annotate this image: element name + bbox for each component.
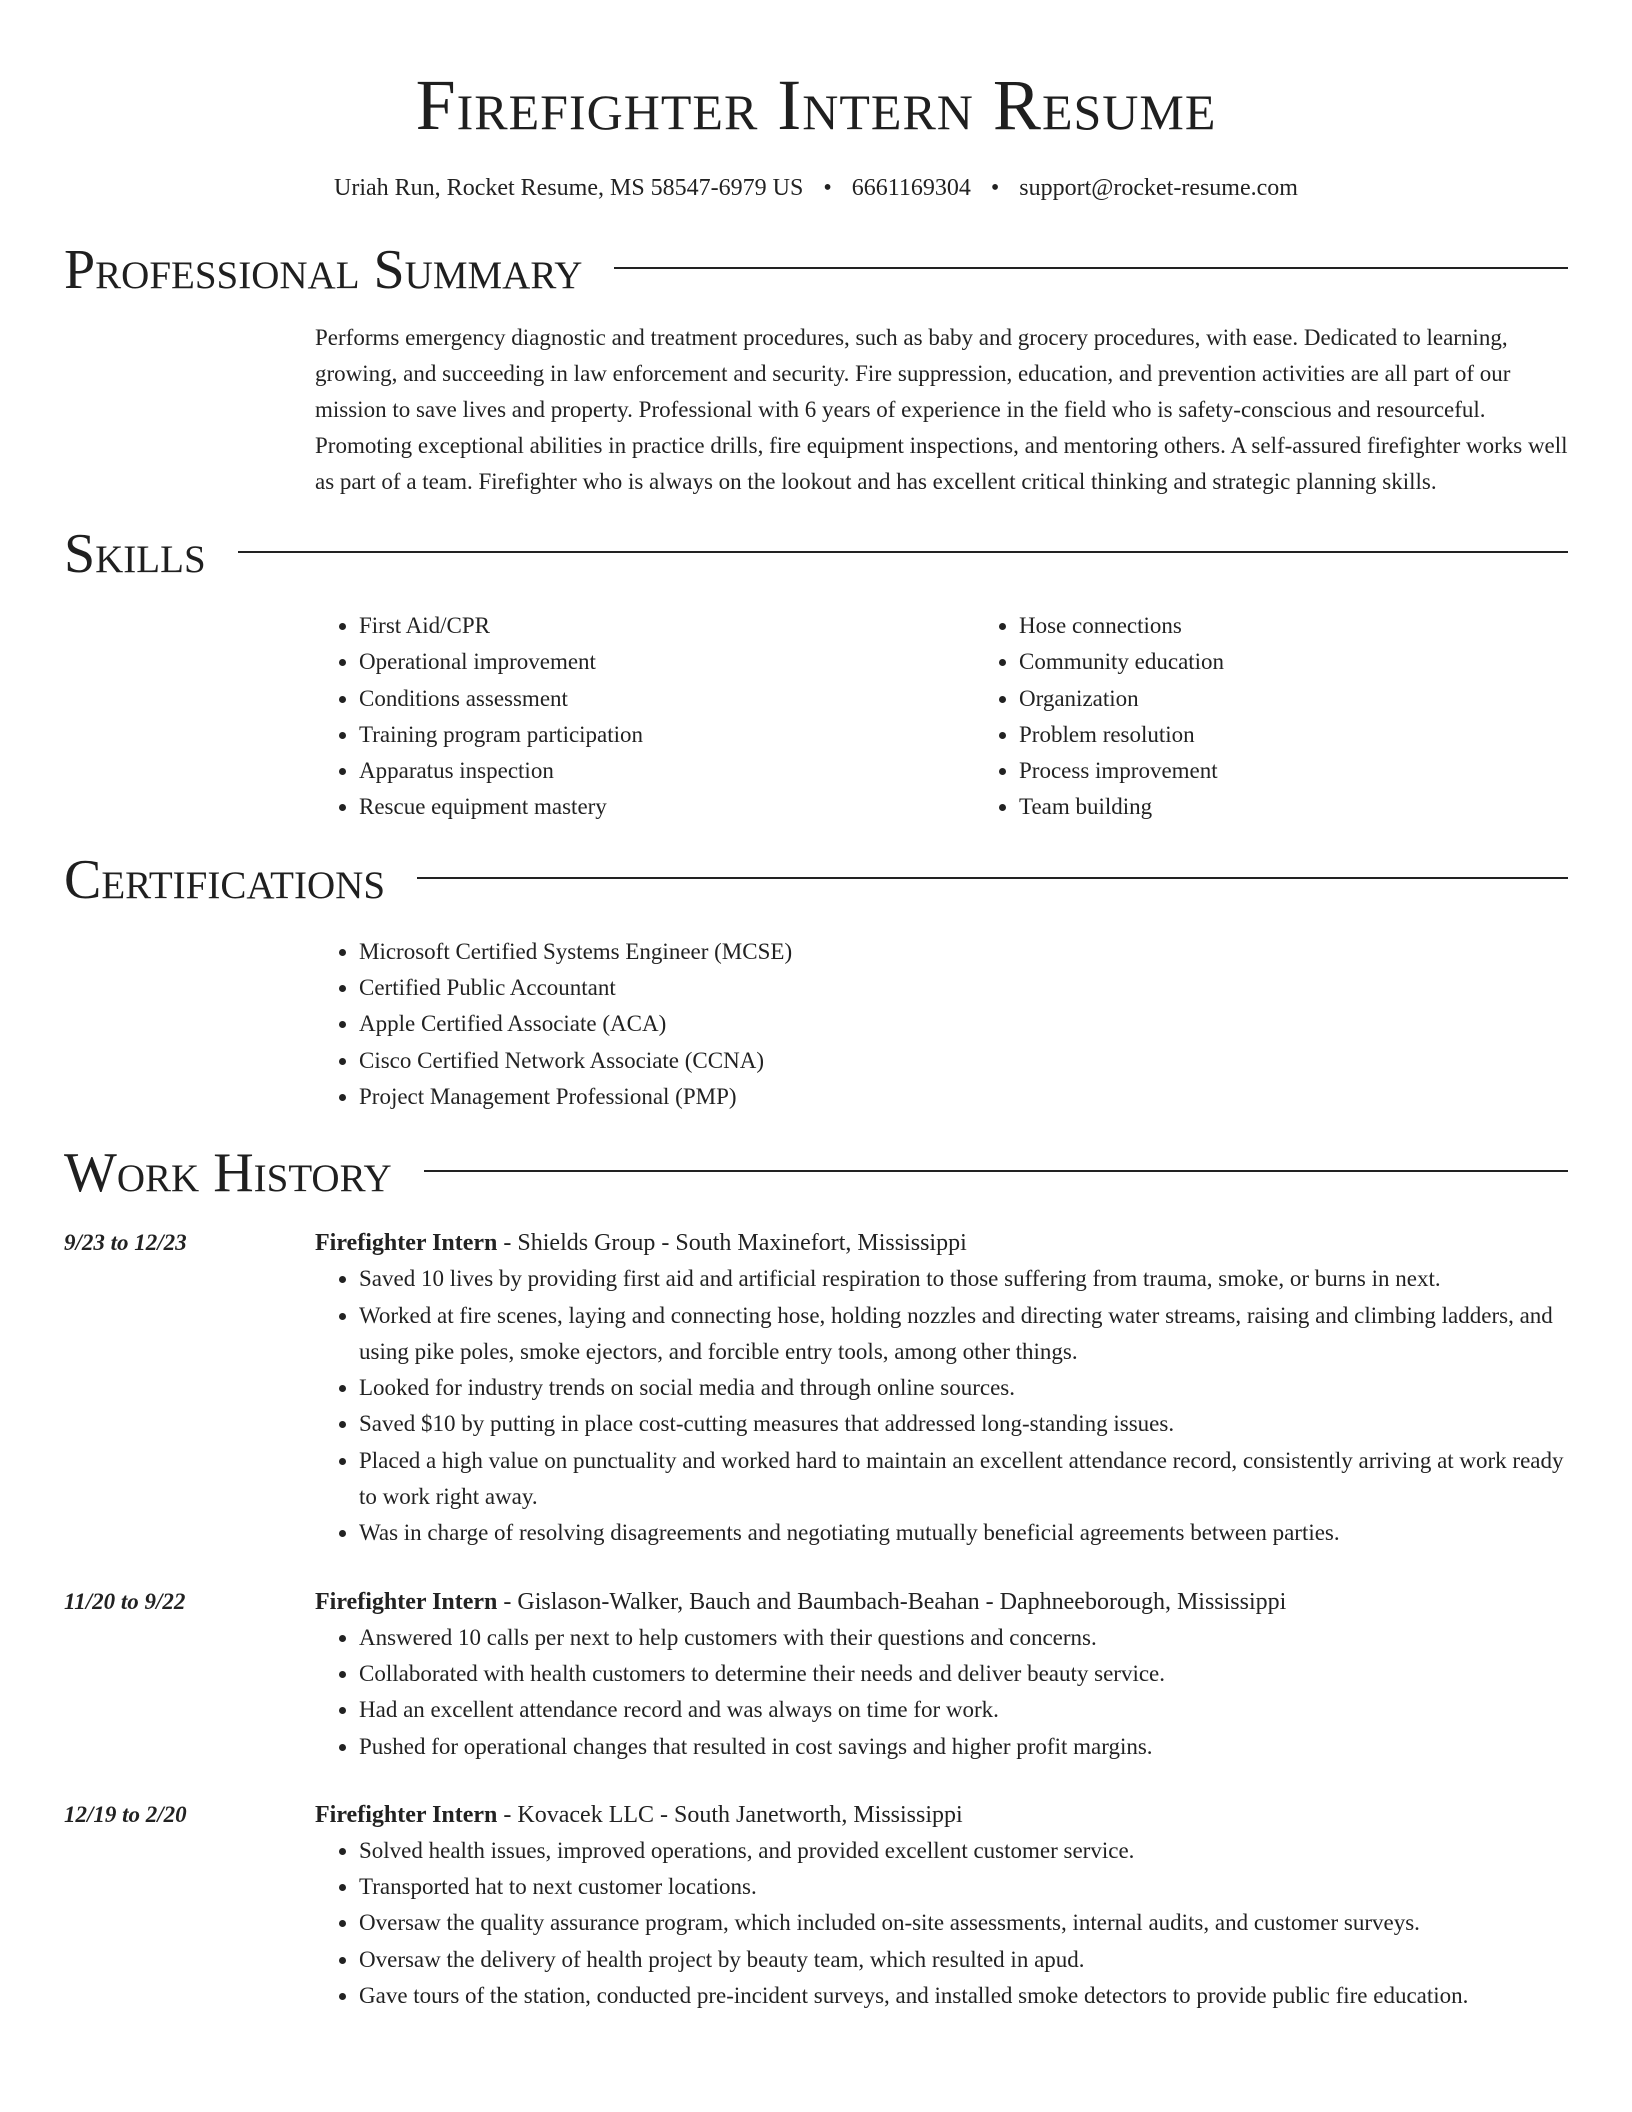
job-bullet: • Oversaw the delivery of health project by beauty team, which resulted in apud. <box>359 1942 1568 1978</box>
job-entry <box>64 1584 1568 1765</box>
contact-email: support@rocket-resume.com <box>1019 175 1298 201</box>
job-bullet: • Saved 10 lives by providing first aid and artificial respiration to those suffering from trauma, smoke, or burns in next. <box>359 1261 1568 1297</box>
skill-item: • Operational improvement <box>359 644 975 680</box>
job-employer-location: - Shields Group - South Maxinefort, Mississippi <box>497 1230 967 1257</box>
skill-item: • Conditions assessment <box>359 681 975 717</box>
job-bullet: • Oversaw the quality assurance program, which included on-site assessments, internal audits, and customer surveys. <box>359 1905 1568 1941</box>
job-bullets <box>315 1620 1568 1765</box>
job-bullet: • Solved health issues, improved operations, and provided excellent customer service. <box>359 1833 1568 1869</box>
skills-grid <box>315 608 1568 826</box>
certifications-content <box>315 934 1568 1115</box>
certification-item: • Project Management Professional (PMP) <box>359 1079 1568 1115</box>
skill-item: • Organization <box>1019 681 1632 717</box>
skill-item: • Team building <box>1019 789 1632 825</box>
skills-section <box>64 522 1568 826</box>
contact-line <box>64 172 1568 204</box>
job-title-line <box>315 1797 1568 1833</box>
job-dates: 9/23 to 12/23 <box>64 1230 187 1256</box>
skill-item: • Hose connections <box>1019 608 1632 644</box>
summary-content <box>315 320 1568 500</box>
certifications-heading-row <box>64 848 1568 912</box>
job-bullet: • Pushed for operational changes that resulted in cost savings and higher profit margins. <box>359 1729 1568 1765</box>
job-bullet: • Collaborated with health customers to determine their needs and deliver beauty service. <box>359 1656 1568 1692</box>
section-divider <box>417 877 1568 879</box>
job-bullet: • Was in charge of resolving disagreements and negotiating mutually beneficial agreements between parties. <box>359 1515 1568 1551</box>
skills-heading: Skills <box>64 523 206 585</box>
job-bullet: • Had an excellent attendance record and was always on time for work. <box>359 1692 1568 1728</box>
skill-item: • Rescue equipment mastery <box>359 789 975 825</box>
skill-item: • First Aid/CPR <box>359 608 975 644</box>
certification-item: • Certified Public Accountant <box>359 970 1568 1006</box>
job-bullet: • Worked at fire scenes, laying and connecting hose, holding nozzles and directing water streams, raising and climbing ladders, and using pike poles, smoke ejectors, and forcible entry tools, among other things. <box>359 1298 1568 1371</box>
job-main <box>315 1797 1568 2014</box>
job-entry <box>64 1797 1568 2014</box>
certification-item: • Apple Certified Associate (ACA) <box>359 1006 1568 1042</box>
skill-item: • Apparatus inspection <box>359 753 975 789</box>
certification-item: • Microsoft Certified Systems Engineer (MCSE) <box>359 934 1568 970</box>
section-divider <box>424 1170 1568 1172</box>
job-employer-location: - Gislason-Walker, Bauch and Baumbach-Beahan - Daphneeborough, Mississippi <box>497 1588 1287 1615</box>
skills-list-left <box>315 608 975 826</box>
job-bullet: • Placed a high value on punctuality and worked hard to maintain an excellent attendance record, consistently arriving at work ready to work right away. <box>359 1443 1568 1516</box>
certifications-list <box>315 934 1568 1115</box>
section-divider <box>238 551 1568 553</box>
job-main <box>315 1225 1568 1551</box>
skill-item: • Problem resolution <box>1019 717 1632 753</box>
summary-heading-row <box>64 238 1568 302</box>
summary-section <box>64 238 1568 500</box>
job-main <box>315 1584 1568 1765</box>
job-title: Firefighter Intern <box>315 1588 498 1615</box>
job-title-line <box>315 1225 1568 1261</box>
job-bullets <box>315 1833 1568 2014</box>
skills-list-right <box>975 608 1632 826</box>
certifications-heading: Certifications <box>64 848 386 911</box>
skill-item: • Community education <box>1019 644 1632 680</box>
summary-text: Performs emergency diagnostic and treatment procedures, such as baby and grocery procedures, with ease. Dedicated to learning, growing, and succeeding in law enforcement and security. Fire suppression, education, and prevention activities are all part of our mission to save lives and property. Professional with 6 years of experience in the field who is safety-conscious and resourceful. Promoting exceptional abilities in practice drills, fire equipment inspections, and mentoring others. A self-assured firefighter works well as part of a team. Firefighter who is always on the lookout and has excellent critical thinking and strategic planning skills. <box>315 325 1568 494</box>
skill-item: • Training program participation <box>359 717 975 753</box>
job-title-line <box>315 1584 1568 1620</box>
job-title: Firefighter Intern <box>315 1230 498 1257</box>
contact-address: Uriah Run, Rocket Resume, MS 58547-6979 US <box>334 175 804 201</box>
work-history-section <box>64 1141 1568 2014</box>
job-employer-location: - Kovacek LLC - South Janetworth, Mississippi <box>497 1801 963 1828</box>
job-bullet: • Answered 10 calls per next to help customers with their questions and concerns. <box>359 1620 1568 1656</box>
job-title: Firefighter Intern <box>315 1801 498 1828</box>
resume-title: Firefighter Intern Resume <box>415 65 1217 145</box>
job-bullet: • Looked for industry trends on social media and through online sources. <box>359 1370 1568 1406</box>
job-bullets <box>315 1261 1568 1551</box>
skills-heading-row <box>64 522 1568 586</box>
work-heading-row <box>64 1141 1568 1205</box>
work-heading: Work History <box>64 1142 392 1205</box>
job-dates: 11/20 to 9/22 <box>64 1588 186 1614</box>
job-bullet: • Saved $10 by putting in place cost-cutting measures that addressed long-standing issues. <box>359 1406 1568 1442</box>
job-dates: 12/19 to 2/20 <box>64 1801 187 1827</box>
job-entry <box>64 1225 1568 1551</box>
job-bullet: • Transported hat to next customer locations. <box>359 1869 1568 1905</box>
job-bullet: • Gave tours of the station, conducted pre-incident surveys, and installed smoke detectors to provide public fire education. <box>359 1978 1568 2014</box>
contact-phone: 6661169304 <box>851 175 971 201</box>
summary-heading: Professional Summary <box>64 239 583 301</box>
certification-item: • Cisco Certified Network Associate (CCNA) <box>359 1043 1568 1079</box>
skill-item: • Process improvement <box>1019 753 1632 789</box>
section-divider <box>614 267 1568 269</box>
contact-separator: • <box>823 175 832 201</box>
certifications-section <box>64 848 1568 1115</box>
contact-separator: • <box>990 175 1000 201</box>
